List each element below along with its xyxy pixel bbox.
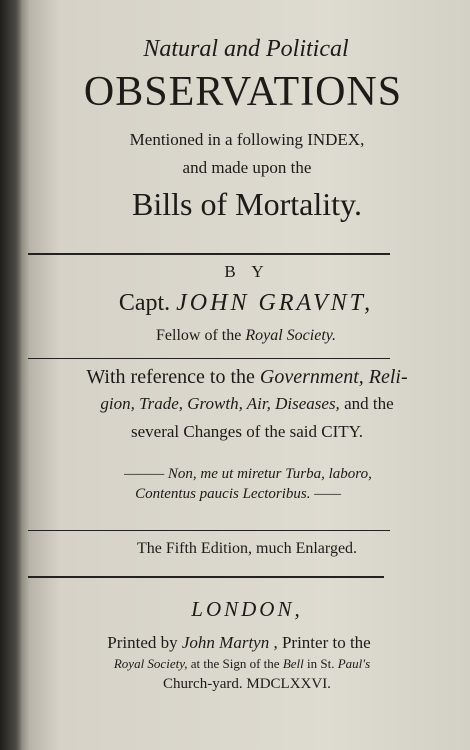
- title-and-political: and Political: [218, 36, 349, 62]
- city-line: LONDON,: [191, 597, 303, 621]
- printer-to: , Printer to the: [269, 633, 371, 652]
- subtitle-line-made: and made upon the: [182, 158, 312, 177]
- reference-line-2: [20, 394, 450, 414]
- reference-b: Government, Reli-: [259, 366, 408, 388]
- bell: Bell: [282, 656, 304, 671]
- rule-2: [28, 358, 390, 359]
- author-prefix: Capt.: [118, 290, 177, 316]
- fellow-line: [20, 327, 450, 345]
- edition-line: The Fifth Edition, much Enlarged.: [136, 540, 358, 557]
- reference-line-1: [20, 366, 450, 389]
- rule-4: [28, 576, 384, 578]
- pauls: Paul's: [337, 656, 371, 671]
- churchyard-line: Church-yard. MDCLXXVI.: [163, 676, 331, 692]
- rule-3: [28, 530, 390, 531]
- author-name: JOHN GRAVNT,: [176, 290, 374, 316]
- subtitle-line-index: Mentioned in a following INDEX,: [129, 130, 365, 149]
- reference-c: gion, Trade, Growth, Air, Diseases,: [100, 394, 340, 413]
- rule-1: [28, 253, 390, 255]
- royal-society: Royal Society,: [113, 656, 188, 671]
- author-line: [20, 290, 450, 317]
- printed-by: Printed by: [107, 633, 182, 652]
- by-line: B Y: [224, 262, 270, 281]
- fellow-prefix: Fellow of the: [156, 327, 246, 344]
- motto-line-1: ——— Non, me ut miretur Turba, laboro,: [124, 466, 372, 482]
- society-line: [20, 656, 450, 672]
- sign-of-the: at the Sign of the: [187, 656, 283, 671]
- title-line-1: [20, 36, 450, 63]
- in-st: in St.: [303, 656, 338, 671]
- main-title: OBSERVATIONS: [83, 69, 403, 115]
- motto-line-2: Contentus paucis Lectoribus. ——: [135, 486, 341, 502]
- reference-a: With reference to the: [86, 366, 260, 388]
- reference-d: and the: [339, 394, 394, 413]
- subtitle-bills: Bills of Mortality.: [132, 186, 362, 222]
- book-gutter-shadow: [0, 0, 22, 750]
- printer-name: John Martyn: [181, 633, 270, 652]
- printer-line: [20, 633, 450, 653]
- title-natural: Natural: [143, 36, 219, 62]
- fellow-society: Royal Society.: [245, 327, 336, 344]
- reference-line-3: several Changes of the said CITY.: [131, 422, 363, 441]
